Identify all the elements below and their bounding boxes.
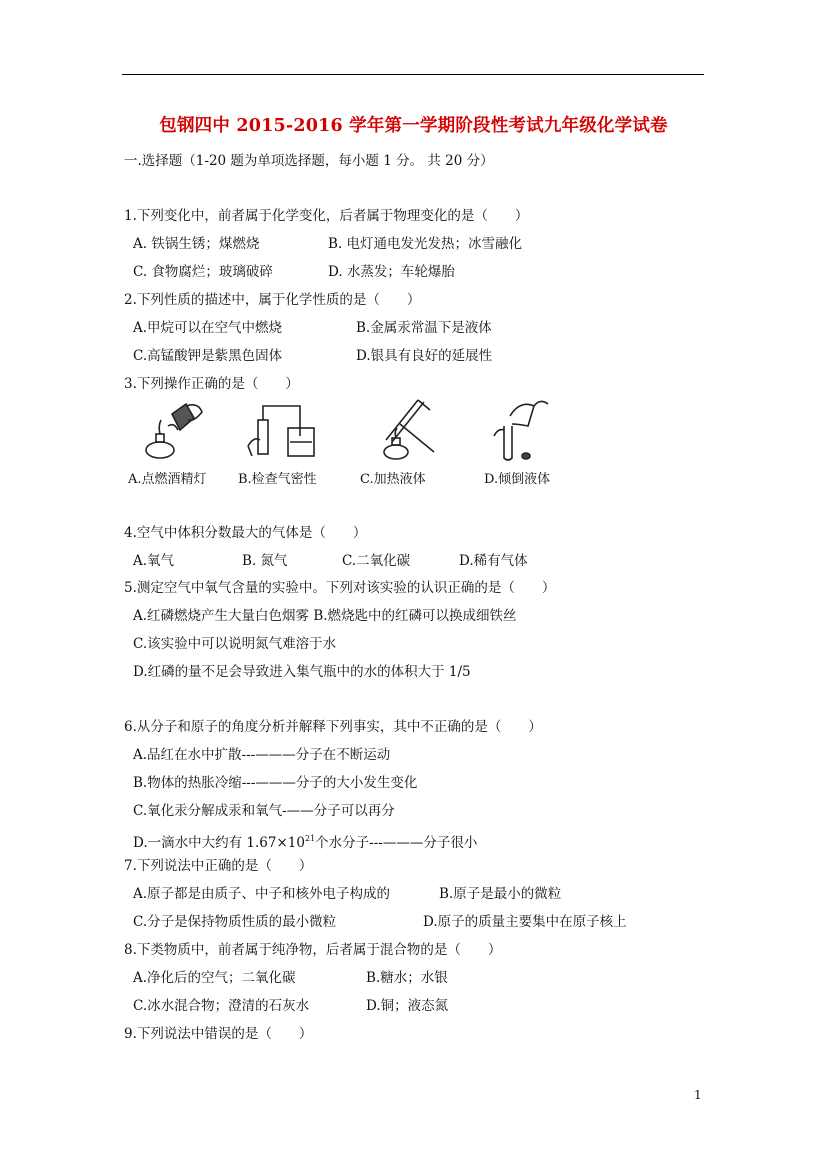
question-4-option-d: D.稀有气体 xyxy=(459,553,528,569)
question-6-exponent: 21 xyxy=(304,834,316,843)
question-7-option-d: D.原子的质量主要集中在原子核上 xyxy=(423,914,627,930)
question-3-stem: 3.下列操作正确的是（ ） xyxy=(124,376,299,392)
question-4-option-a: A.氧气 xyxy=(133,553,175,569)
figure-d-caption: D.倾倒液体 xyxy=(484,472,551,487)
figure-a xyxy=(128,396,228,492)
pouring-liquid-icon xyxy=(484,396,584,466)
question-6-stem: 6.从分子和原子的角度分析并解释下列事实，其中不正确的是（ ） xyxy=(124,719,542,735)
question-2-option-a: A.甲烷可以在空气中燃烧 xyxy=(133,320,283,336)
question-4-option-c: C.二氧化碳 xyxy=(342,553,411,569)
question-4-option-b: B. 氮气 xyxy=(242,553,288,569)
question-6-option-d-tail: 个水分子---———分子很小 xyxy=(315,835,478,851)
question-8-option-d: D.铜；液态氮 xyxy=(366,998,449,1014)
question-2-stem: 2.下列性质的描述中，属于化学性质的是（ ） xyxy=(124,292,421,308)
question-7-option-c: C.分子是保持物质性质的最小微粒 xyxy=(133,914,337,930)
question-6-option-a: A.品红在水中扩散---———分子在不断运动 xyxy=(133,747,391,763)
question-6-option-d xyxy=(133,830,477,852)
section-heading: 一.选择题（1-20 题为单项选择题，每小题 1 分。 共 20 分） xyxy=(124,153,494,169)
figure-d xyxy=(484,396,584,492)
question-6-option-c: C.氧化汞分解成汞和氧气-——分子可以再分 xyxy=(133,803,395,819)
question-1-stem: 1.下列变化中，前者属于化学变化，后者属于物理变化的是（ ） xyxy=(124,208,529,224)
question-5-stem: 5.测定空气中氧气含量的实验中。下列对该实验的认识正确的是（ ） xyxy=(124,580,556,596)
alcohol-lamp-lighting-icon xyxy=(128,396,228,466)
figure-b-caption: B.检查气密性 xyxy=(238,472,317,487)
question-7-option-a: A.原子都是由质子、中子和核外电子构成的 xyxy=(133,886,391,902)
question-1-option-d: D. 水蒸发；车轮爆胎 xyxy=(328,264,455,280)
figure-b xyxy=(238,396,338,492)
question-5-option-d: D.红磷的量不足会导致进入集气瓶中的水的体积大于 1/5 xyxy=(133,664,471,680)
question-2-option-c: C.高锰酸钾是紫黑色固体 xyxy=(133,348,283,364)
question-4-stem: 4.空气中体积分数最大的气体是（ ） xyxy=(124,525,367,541)
question-1-option-b: B. 电灯通电发光发热；冰雪融化 xyxy=(328,236,523,252)
question-8-stem: 8.下类物质中，前者属于纯净物，后者属于混合物的是（ ） xyxy=(124,942,502,958)
question-3-figures xyxy=(128,396,568,492)
question-6-option-b: B.物体的热胀冷缩---———分子的大小发生变化 xyxy=(133,775,418,791)
question-5-option-c: C.该实验中可以说明氮气难溶于水 xyxy=(133,636,337,652)
question-7-option-b: B.原子是最小的微粒 xyxy=(439,886,562,902)
question-8-option-c: C.冰水混合物；澄清的石灰水 xyxy=(133,998,310,1014)
question-8-option-b: B.糖水；水银 xyxy=(366,970,448,986)
question-2-option-d: D.银具有良好的延展性 xyxy=(356,348,493,364)
exam-title: 包钢四中 2015-2016 学年第一学期阶段性考试九年级化学试卷 xyxy=(159,116,668,136)
figure-c-caption: C.加热液体 xyxy=(360,472,426,487)
question-9-stem: 9.下列说法中错误的是（ ） xyxy=(124,1026,313,1042)
question-8-option-a: A.净化后的空气；二氧化碳 xyxy=(133,970,296,986)
question-2-option-b: B.金属汞常温下是液体 xyxy=(356,320,492,336)
figure-c xyxy=(360,396,460,492)
header-rule xyxy=(122,74,704,75)
heating-liquid-icon xyxy=(360,396,460,466)
question-1-option-c: C. 食物腐烂；玻璃破碎 xyxy=(133,264,273,280)
airtightness-check-icon xyxy=(238,396,338,466)
page-number: 1 xyxy=(694,1088,702,1102)
figure-a-caption: A.点燃酒精灯 xyxy=(128,472,207,487)
question-5-options-ab: A.红磷燃烧产生大量白色烟雾 B.燃烧匙中的红磷可以换成细铁丝 xyxy=(133,608,517,624)
question-1-option-a: A. 铁锅生锈；煤燃烧 xyxy=(133,236,260,252)
question-6-option-d-text: D.一滴水中大约有 1.67×10 xyxy=(133,835,305,851)
question-7-stem: 7.下列说法中正确的是（ ） xyxy=(124,858,313,874)
